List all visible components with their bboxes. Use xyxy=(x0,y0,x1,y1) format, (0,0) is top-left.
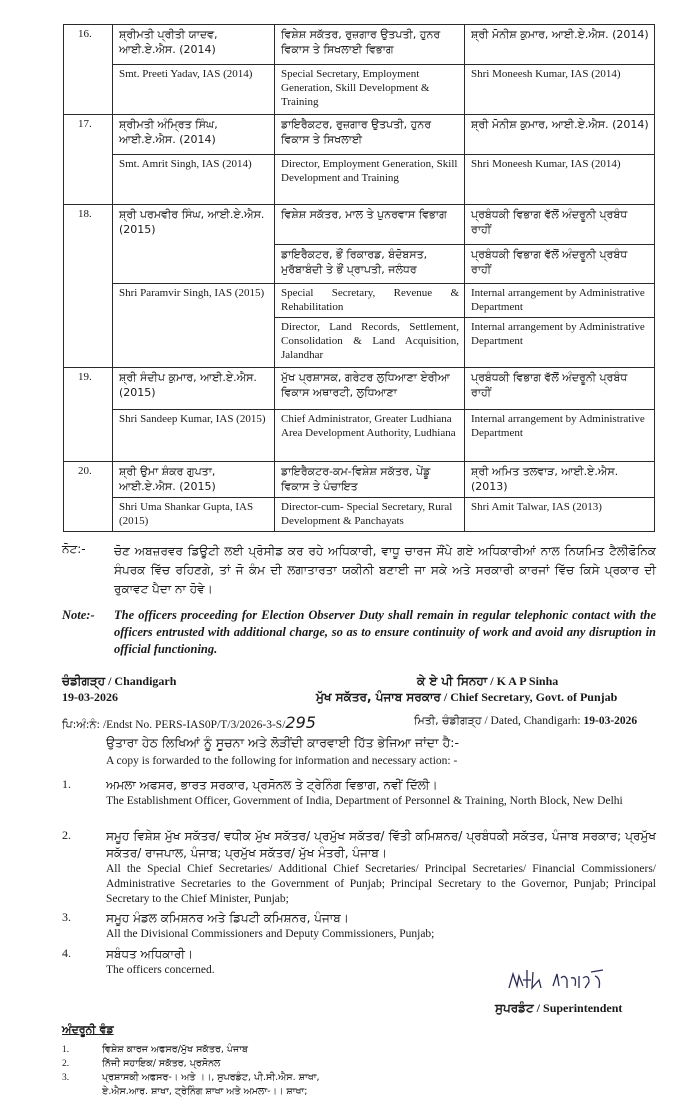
post-pa: ਡਾਇਰੈਕਟਰ-ਕਮ-ਵਿਸ਼ੇਸ਼ ਸਕੱਤਰ, ਪੇਂਡੂ ਵਿਕਾਸ ਤੇ ਪੰਚਾਇਤ xyxy=(275,462,465,498)
serial-number: 19. xyxy=(64,368,113,462)
table-row xyxy=(64,368,655,410)
signature xyxy=(505,966,615,992)
forward-text-en: A copy is forwarded to the following for information and necessary action: - xyxy=(106,755,458,767)
forward-text-pa: ਉਤਾਰਾ ਹੇਠ ਲਿਖਿਆਂ ਨੂੰ ਸੂਚਨਾ ਅਤੇ ਲੋੜੀਂਦੀ ਕਾਰਵਾਈ ਹਿੱਤ ਭੇਜਿਆ ਜਾਂਦਾ ਹੈ:- xyxy=(106,735,459,750)
note-english xyxy=(62,607,656,658)
serial-number: 18. xyxy=(64,205,113,368)
table-row xyxy=(64,410,655,462)
table-row xyxy=(64,115,655,155)
charge-officer-en: Shri Moneesh Kumar, IAS (2014) xyxy=(465,155,655,205)
charge-officer-pa: ਪ੍ਰਬੰਧਕੀ ਵਿਭਾਗ ਵੱਲੋਂ ਅੰਦਰੂਨੀ ਪ੍ਰਬੰਧ ਰਾਹੀਂ xyxy=(465,368,655,410)
note-text-en: The officers proceeding for Election Observer Duty shall remain in regular telephonic contact with the officers entrusted with additional charge, so as to ensure continuity of work and avoid any disruption in official functioning. xyxy=(114,608,656,656)
post-en: Chief Administrator, Greater Ludhiana Area Development Authority, Ludhiana xyxy=(275,410,465,462)
charge-officer-en: Shri Moneesh Kumar, IAS (2014) xyxy=(465,65,655,115)
charge-officer-en: Internal arrangement by Administrative Department xyxy=(465,318,655,368)
post-en: Special Secretary, Revenue & Rehabilitation xyxy=(275,284,465,318)
endorsement-number: ਪਿ:ਅੰ:ਨੰ: /Endst No. PERS-IAS0P/T/3/2026-3-S/295 xyxy=(62,713,316,732)
post-en: Director-cum- Special Secretary, Rural Development & Panchayats xyxy=(275,498,465,532)
officer-name-en: Shri Paramvir Singh, IAS (2015) xyxy=(113,284,275,368)
copy-list-item: 3. ਸਮੂਹ ਮੰਡਲ ਕਮਿਸ਼ਨਰ ਅਤੇ ਡਿਪਟੀ ਕਮਿਸ਼ਨਰ, ਪੰਜਾਬ। All the Divisional Commissioners and Deputy Commissioners, Punjab; xyxy=(62,910,435,940)
post-pa: ਵਿਸ਼ੇਸ਼ ਸਕੱਤਰ, ਮਾਲ ਤੇ ਪੁਨਰਵਾਸ ਵਿਭਾਗ xyxy=(275,205,465,245)
charge-officer-pa: ਸ਼੍ਰੀ ਮੋਨੀਸ਼ ਕੁਮਾਰ, ਆਈ.ਏ.ਐਸ. (2014) xyxy=(465,25,655,65)
charge-officer-pa: ਪ੍ਰਬੰਧਕੀ ਵਿਭਾਗ ਵੱਲੋਂ ਅੰਦਰੂਨੀ ਪ੍ਰਬੰਧ ਰਾਹੀਂ xyxy=(465,245,655,284)
post-pa: ਮੁੱਖ ਪ੍ਰਸ਼ਾਸਕ, ਗਰੇਟਰ ਲੁਧਿਆਣਾ ਏਰੀਆ ਵਿਕਾਸ ਅਥਾਰਟੀ, ਲੁਧਿਆਣਾ xyxy=(275,368,465,410)
signatory-name: ਕੇ ਏ ਪੀ ਸਿਨਹਾ / K A P Sinha xyxy=(417,674,559,688)
table-row xyxy=(64,498,655,532)
charge-officer-en: Internal arrangement by Administrative Department xyxy=(465,284,655,318)
officer-name-pa: ਸ਼੍ਰੀਮਤੀ ਪ੍ਰੀਤੀ ਯਾਦਵ, ਆਈ.ਏ.ਐਸ. (2014) xyxy=(113,25,275,65)
serial-number: 17. xyxy=(64,115,113,205)
officer-name-en: Shri Uma Shankar Gupta, IAS (2015) xyxy=(113,498,275,532)
post-pa: ਵਿਸ਼ੇਸ਼ ਸਕੱਤਰ, ਰੁਜ਼ਗਾਰ ਉਤਪਤੀ, ਹੁਨਰ ਵਿਕਾਸ ਤੇ ਸਿਖਲਾਈ ਵਿਭਾਗ xyxy=(275,25,465,65)
issue-date: 19-03-2026 xyxy=(62,690,118,704)
officer-name-pa: ਸ਼੍ਰੀ ਉਮਾ ਸ਼ੰਕਰ ਗੁਪਤਾ, ਆਈ.ਏ.ਐਸ. (2015) xyxy=(113,462,275,498)
serial-number: 20. xyxy=(64,462,113,532)
table-row xyxy=(64,462,655,498)
officer-name-en: Shri Sandeep Kumar, IAS (2015) xyxy=(113,410,275,462)
post-en: Special Secretary, Employment Generation, Skill Development & Training xyxy=(275,65,465,115)
internal-distribution-heading: ਅੰਦਰੂਨੀ ਵੰਡ xyxy=(62,1023,114,1036)
officer-name-en: Smt. Preeti Yadav, IAS (2014) xyxy=(113,65,275,115)
note-label-en: Note:- xyxy=(62,608,95,622)
handwritten-number: 295 xyxy=(285,713,316,732)
signatory-title: ਮੁੱਖ ਸਕੱਤਰ, ਪੰਜਾਬ ਸਰਕਾਰ / Chief Secretary, Govt. of Punjab xyxy=(316,690,618,704)
charge-officer-pa: ਸ਼੍ਰੀ ਅਮਿਤ ਤਲਵਾੜ, ਆਈ.ਏ.ਐਸ. (2013) xyxy=(465,462,655,498)
copy-list-item: 4. ਸਬੰਧਤ ਅਧਿਕਾਰੀ। The officers concerned. xyxy=(62,946,215,976)
copy-list-item: 2. ਸਮੂਹ ਵਿਸ਼ੇਸ਼ ਮੁੱਖ ਸਕੱਤਰ/ ਵਧੀਕ ਮੁੱਖ ਸਕੱਤਰ/ ਪ੍ਰਮੁੱਖ ਸਕੱਤਰ/ ਵਿੱਤੀ ਕਮਿਸ਼ਨਰ/ ਪ੍ਰਬੰਧਕੀ ਸਕੱਤਰ, ਪੰਜਾਬ ਸਰਕਾਰ; ਪ੍ਰਮੁੱਖ ਸਕੱਤਰ/ ਰਾਜਪਾਲ, ਪੰਜਾਬ; ਪ੍ਰਮੁੱਖ ਸਕੱਤਰ/ ਮੁੱਖ ਮੰਤਰੀ, ਪੰਜਾਬ। All the Special Chief Secretaries/ Additional Chief Secretaries/ Principal Secretaries/ Financial Commissioners/ Administrative Secretaries to the Government of Punjab; Principal Secretary to the Governor, Punjab; Principal Secretary to the Chief Minister, Punjab; xyxy=(62,828,656,905)
officer-charge-table xyxy=(63,24,655,532)
note-punjabi xyxy=(62,542,656,599)
note-label-pa: ਨੋਟ:- xyxy=(62,542,86,556)
officer-name-en: Smt. Amrit Singh, IAS (2014) xyxy=(113,155,275,205)
serial-number: 16. xyxy=(64,25,113,115)
copy-list-item: 1. ਅਮਲਾ ਅਫਸਰ, ਭਾਰਤ ਸਰਕਾਰ, ਪ੍ਰਸੋਨਲ ਤੇ ਟ੍ਰੇਨਿੰਗ ਵਿਭਾਗ, ਨਵੀਂ ਦਿੱਲੀ। The Establishment Officer, Government of India, Department of Personnel & Training, North Block, New Delhi xyxy=(62,777,623,807)
charge-officer-en: Shri Amit Talwar, IAS (2013) xyxy=(465,498,655,532)
internal-distribution-item: 3. ਪ੍ਰਸ਼ਾਸਕੀ ਅਫਸਰ-। ਅਤੇ ।।, ਸੁਪਰਡੰਟ, ਪੀ.ਸੀ.ਐਸ. ਸ਼ਾਖਾ, ਏ.ਐਸ.ਆਰ. ਸ਼ਾਖਾ, ਟ੍ਰੇਨਿੰਗ ਸ਼ਾਖਾ ਅਤੇ ਅਮਲਾ-।। ਸ਼ਾਖਾ; xyxy=(62,1072,320,1097)
post-en: Director, Land Records, Settlement, Consolidation & Land Acquisition, Jalandhar xyxy=(275,318,465,368)
table-row xyxy=(64,155,655,205)
endorsement-date: ਮਿਤੀ, ਚੰਡੀਗੜ੍ਹ / Dated, Chandigarh: 19-03-2026 xyxy=(414,714,638,727)
internal-distribution-item: 2. ਨਿੱਜੀ ਸਹਾਇਕ/ ਸਕੱਤਰ, ਪ੍ਰਸੋਨਲ xyxy=(62,1058,221,1069)
officer-name-pa: ਸ਼੍ਰੀਮਤੀ ਅੰਮ੍ਰਿਤ ਸਿੰਘ, ਆਈ.ਏ.ਐਸ. (2014) xyxy=(113,115,275,155)
table-row xyxy=(64,25,655,65)
officer-name-pa: ਸ਼੍ਰੀ ਸੰਦੀਪ ਕੁਮਾਰ, ਆਈ.ਏ.ਐਸ. (2015) xyxy=(113,368,275,410)
table-row xyxy=(64,205,655,245)
place: ਚੰਡੀਗੜ੍ਹ / Chandigarh xyxy=(62,674,177,688)
charge-officer-pa: ਪ੍ਰਬੰਧਕੀ ਵਿਭਾਗ ਵੱਲੋਂ ਅੰਦਰੂਨੀ ਪ੍ਰਬੰਧ ਰਾਹੀਂ xyxy=(465,205,655,245)
post-pa: ਡਾਇਰੈਕਟਰ, ਰੁਜ਼ਗਾਰ ਉਤਪਤੀ, ਹੁਨਰ ਵਿਕਾਸ ਤੇ ਸਿਖਲਾਈ xyxy=(275,115,465,155)
officer-name-pa: ਸ਼੍ਰੀ ਪਰਮਵੀਰ ਸਿੰਘ, ਆਈ.ਏ.ਐਸ. (2015) xyxy=(113,205,275,284)
charge-officer-pa: ਸ਼੍ਰੀ ਮੋਨੀਸ਼ ਕੁਮਾਰ, ਆਈ.ਏ.ਐਸ. (2014) xyxy=(465,115,655,155)
note-text-pa: ਚੋਣ ਅਬਜ਼ਰਵਰ ਡਿਊਟੀ ਲਈ ਪ੍ਰੋਸੀਡ ਕਰ ਰਹੇ ਅਧਿਕਾਰੀ, ਵਾਧੂ ਚਾਰਜ ਸੌਂਪੇ ਗਏ ਅਧਿਕਾਰੀਆਂ ਨਾਲ ਨਿਯਮਿਤ ਟੈਲੀਫੋਨਿਕ ਸੰਪਰਕ ਵਿੱਚ ਰਹਿਣਗੇ, ਤਾਂ ਜੋ ਕੰਮ ਦੀ ਲਗਾਤਾਰਤਾ ਯਕੀਨੀ ਬਣਾਈ ਜਾ ਸਕੇ ਅਤੇ ਸਰਕਾਰੀ ਕਾਰਜਾਂ ਵਿੱਚ ਕਿਸੇ ਪ੍ਰਕਾਰ ਦੀ ਰੁਕਾਵਟ ਪੈਦਾ ਨਾ ਹੋਵੇ। xyxy=(114,544,656,596)
post-pa: ਡਾਇਰੈਕਟਰ, ਭੌਂ ਰਿਕਾਰਡ, ਬੰਦੋਬਸਤ, ਮੁਰੱਬਾਬੰਦੀ ਤੇ ਭੌਂ ਪ੍ਰਾਪਤੀ, ਜਲੰਧਰ xyxy=(275,245,465,284)
table-row xyxy=(64,65,655,115)
charge-officer-en: Internal arrangement by Administrative Department xyxy=(465,410,655,462)
signature-scribble-icon xyxy=(505,966,615,992)
superintendent-title: ਸੁਪਰਡੰਟ / Superintendent xyxy=(495,1001,623,1015)
post-en: Director, Employment Generation, Skill Development and Training xyxy=(275,155,465,205)
internal-distribution xyxy=(62,1023,319,1099)
internal-distribution-item: 1. ਵਿਸ਼ੇਸ਼ ਕਾਰਜ ਅਫਸਰ/ਮੁੱਖ ਸਕੱਤਰ, ਪੰਜਾਬ xyxy=(62,1044,248,1055)
table-row xyxy=(64,284,655,318)
